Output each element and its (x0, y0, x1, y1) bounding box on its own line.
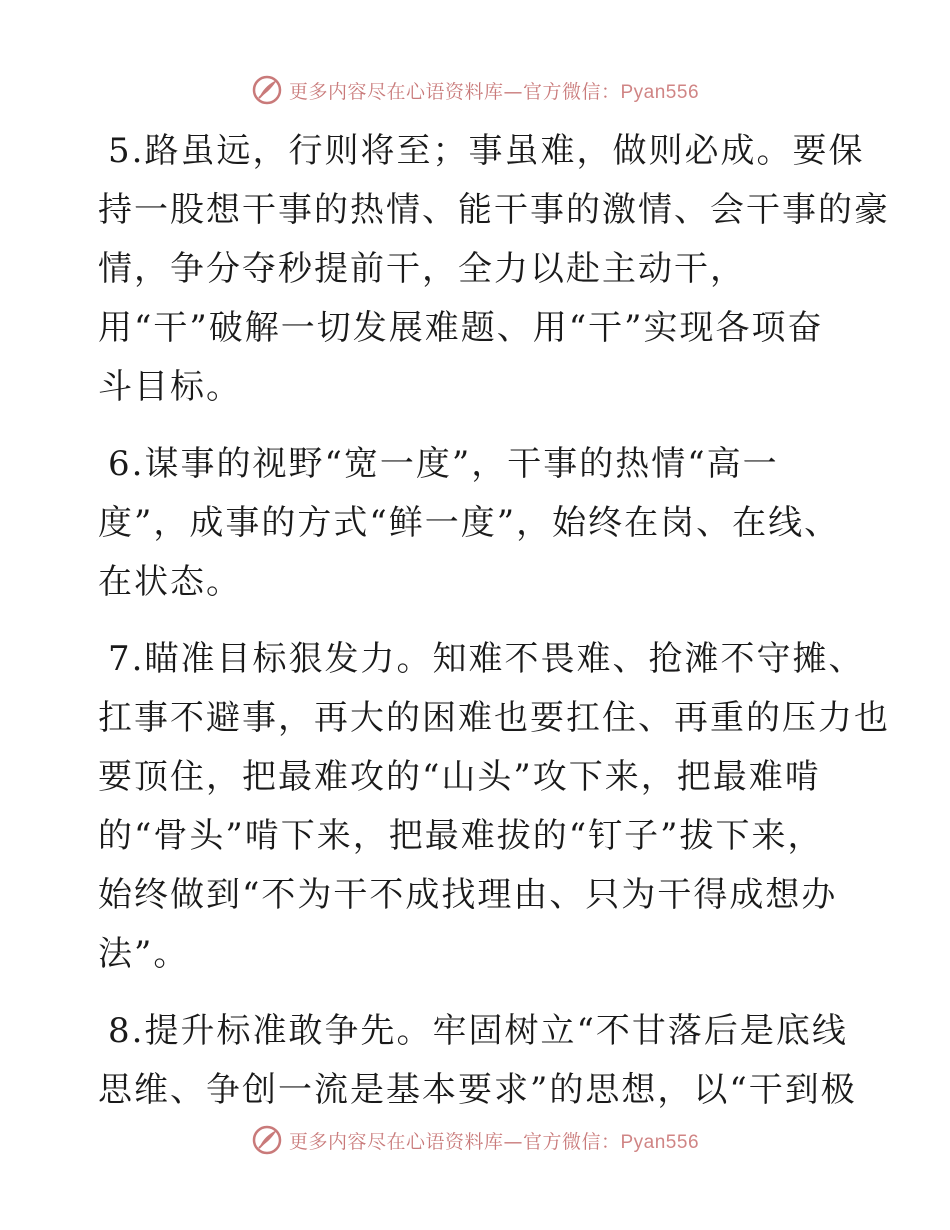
footer-watermark (0, 1124, 950, 1156)
paragraph-8 (98, 1002, 858, 1120)
text-line: 6.谋事的视野“宽一度”，干事的热情“高一 (108, 444, 779, 484)
text-line: 的“骨头”啃下来，把最难拔的“钉子”拔下来， (98, 816, 824, 856)
text-line: 7.瞄准目标狠发力。知难不畏难、抢滩不守摊、 (108, 639, 865, 679)
text-line: 5.路虽远，行则将至；事虽难，做则必成。要保 (108, 131, 865, 171)
paragraph-6 (98, 435, 858, 612)
watermark-id: Pyan556 (620, 1131, 700, 1153)
text-line: 斗目标。 (98, 367, 242, 407)
text-line: 思维、争创一流是基本要求”的思想，以“干到极 (98, 1070, 857, 1110)
text-line: 情，争分夺秒提前干，全力以赴主动干， (98, 249, 746, 289)
text-line: 始终做到“不为干不成找理由、只为干得成想办 (98, 875, 838, 915)
feather-seal-icon (251, 74, 283, 106)
text-line: 用“干”破解一切发展难题、用“干”实现各项奋 (98, 308, 824, 348)
text-line: 法”。 (98, 934, 190, 974)
text-line: 在状态。 (98, 562, 242, 602)
paragraph-7 (98, 630, 890, 984)
watermark-text: 更多内容尽在心语资料库—官方微信：Pyan556 (288, 80, 700, 103)
paragraph-5 (98, 122, 890, 417)
text-line: 度”，成事的方式“鲜一度”，始终在岗、在线、 (98, 503, 841, 543)
feather-seal-icon (251, 1124, 283, 1156)
text-line: 扛事不避事，再大的困难也要扛住、再重的压力也 (98, 698, 890, 738)
watermark-text: 更多内容尽在心语资料库—官方微信：Pyan556 (288, 1130, 700, 1153)
text-line: 8.提升标准敢争先。牢固树立“不甘落后是底线 (108, 1011, 848, 1051)
watermark-id: Pyan556 (620, 81, 700, 103)
header-watermark (0, 74, 950, 106)
text-line: 要顶住，把最难攻的“山头”攻下来，把最难啃 (98, 757, 821, 797)
text-line: 持一股想干事的热情、能干事的激情、会干事的豪 (98, 190, 890, 230)
document-body (98, 122, 890, 1138)
